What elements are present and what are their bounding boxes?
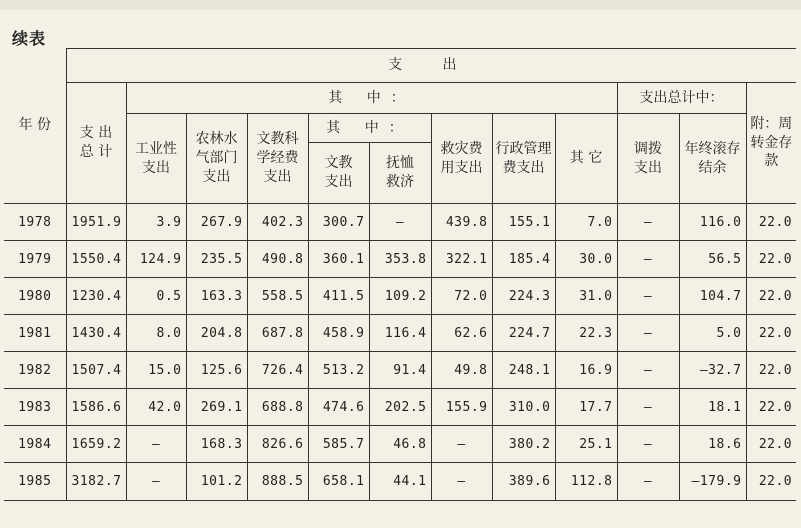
header-culture: 文教科学经费支出	[247, 114, 308, 204]
header-relief: 抚恤救济	[369, 143, 431, 204]
header-other: 其 它	[555, 114, 617, 204]
cell-admin: 380.2	[492, 426, 555, 463]
cell-other: 17.7	[555, 389, 617, 426]
cell-admin: 224.3	[492, 278, 555, 315]
cell-year: 1985	[4, 463, 66, 501]
cell-culture-edu: 411.5	[308, 278, 369, 315]
cell-culture: 688.8	[247, 389, 308, 426]
header-disaster: 救灾费用支出	[431, 114, 492, 204]
cell-admin: 310.0	[492, 389, 555, 426]
cell-industrial: 15.0	[126, 352, 186, 389]
cell-culture: 490.8	[247, 241, 308, 278]
cell-agri: 267.9	[186, 204, 247, 241]
header-culture-edu: 文教支出	[308, 143, 369, 204]
cell-transfer: —	[617, 463, 679, 501]
cell-relief: —	[369, 204, 431, 241]
cell-relief: 202.5	[369, 389, 431, 426]
cell-year-end: 18.1	[679, 389, 746, 426]
cell-admin: 155.1	[492, 204, 555, 241]
table-row	[4, 278, 796, 315]
cell-revolving: 22.0	[746, 389, 796, 426]
table-row	[4, 389, 796, 426]
header-of-which-sub: 其 中：	[308, 114, 431, 143]
cell-transfer: —	[617, 352, 679, 389]
cell-year: 1980	[4, 278, 66, 315]
cell-year-end: 56.5	[679, 241, 746, 278]
cell-total: 3182.7	[66, 463, 126, 501]
cell-industrial: 3.9	[126, 204, 186, 241]
cell-revolving: 22.0	[746, 204, 796, 241]
cell-disaster: 322.1	[431, 241, 492, 278]
cell-year-end: 5.0	[679, 315, 746, 352]
header-revolving: 附：周转金存款	[746, 83, 796, 204]
header-expenditure: 支 出	[66, 49, 796, 83]
cell-culture-edu: 360.1	[308, 241, 369, 278]
cell-total: 1951.9	[66, 204, 126, 241]
cell-transfer: —	[617, 426, 679, 463]
cell-other: 30.0	[555, 241, 617, 278]
cell-transfer: —	[617, 241, 679, 278]
cell-culture: 402.3	[247, 204, 308, 241]
header-admin: 行政管理费支出	[492, 114, 555, 204]
cell-year-end: 104.7	[679, 278, 746, 315]
cell-total: 1507.4	[66, 352, 126, 389]
cell-relief: 109.2	[369, 278, 431, 315]
cell-agri: 204.8	[186, 315, 247, 352]
cell-transfer: —	[617, 204, 679, 241]
header-year: 年 份	[4, 49, 66, 204]
table-row	[4, 426, 796, 463]
cell-year-end: —32.7	[679, 352, 746, 389]
cell-year: 1983	[4, 389, 66, 426]
cell-other: 7.0	[555, 204, 617, 241]
cell-disaster: 72.0	[431, 278, 492, 315]
cell-industrial: 42.0	[126, 389, 186, 426]
cell-revolving: 22.0	[746, 278, 796, 315]
table-row	[4, 315, 796, 352]
header-total: 支 出 总 计	[66, 83, 126, 204]
cell-transfer: —	[617, 278, 679, 315]
cell-culture: 726.4	[247, 352, 308, 389]
header-of-total: 支出总计中：	[617, 83, 746, 114]
cell-culture-edu: 658.1	[308, 463, 369, 501]
cell-other: 31.0	[555, 278, 617, 315]
cell-year: 1982	[4, 352, 66, 389]
cell-disaster: 62.6	[431, 315, 492, 352]
cell-total: 1230.4	[66, 278, 126, 315]
cell-transfer: —	[617, 315, 679, 352]
cell-year-end: 18.6	[679, 426, 746, 463]
cell-industrial: 8.0	[126, 315, 186, 352]
cell-culture-edu: 474.6	[308, 389, 369, 426]
expenditure-table	[4, 48, 796, 501]
header-agri: 农林水气部门支出	[186, 114, 247, 204]
cell-agri: 101.2	[186, 463, 247, 501]
cell-agri: 168.3	[186, 426, 247, 463]
header-industrial: 工业性支出	[126, 114, 186, 204]
cell-disaster: —	[431, 463, 492, 501]
cell-relief: 116.4	[369, 315, 431, 352]
cell-transfer: —	[617, 389, 679, 426]
cell-culture-edu: 300.7	[308, 204, 369, 241]
cell-industrial: 124.9	[126, 241, 186, 278]
cell-agri: 125.6	[186, 352, 247, 389]
cell-relief: 353.8	[369, 241, 431, 278]
cell-revolving: 22.0	[746, 241, 796, 278]
table-row	[4, 241, 796, 278]
table-body	[4, 204, 796, 501]
cell-year: 1981	[4, 315, 66, 352]
cell-culture: 826.6	[247, 426, 308, 463]
table-row	[4, 204, 796, 241]
cell-culture-edu: 585.7	[308, 426, 369, 463]
cell-agri: 269.1	[186, 389, 247, 426]
cell-disaster: 49.8	[431, 352, 492, 389]
cell-culture-edu: 513.2	[308, 352, 369, 389]
cell-revolving: 22.0	[746, 426, 796, 463]
cell-other: 22.3	[555, 315, 617, 352]
cell-admin: 389.6	[492, 463, 555, 501]
cell-relief: 46.8	[369, 426, 431, 463]
cell-revolving: 22.0	[746, 463, 796, 501]
cell-agri: 235.5	[186, 241, 247, 278]
cell-revolving: 22.0	[746, 352, 796, 389]
cell-disaster: 155.9	[431, 389, 492, 426]
cell-year: 1984	[4, 426, 66, 463]
cell-total: 1659.2	[66, 426, 126, 463]
cell-industrial: —	[126, 463, 186, 501]
cell-industrial: —	[126, 426, 186, 463]
cell-other: 25.1	[555, 426, 617, 463]
cell-culture: 687.8	[247, 315, 308, 352]
page-top-edge	[0, 0, 801, 10]
header-year-end: 年终滚存结余	[679, 114, 746, 204]
cell-culture: 888.5	[247, 463, 308, 501]
table-caption: 续表	[12, 29, 47, 48]
cell-year-end: 116.0	[679, 204, 746, 241]
cell-relief: 44.1	[369, 463, 431, 501]
cell-year: 1978	[4, 204, 66, 241]
table-row	[4, 463, 796, 501]
cell-other: 112.8	[555, 463, 617, 501]
header-of-which: 其 中：	[126, 83, 617, 114]
cell-total: 1586.6	[66, 389, 126, 426]
table-row	[4, 352, 796, 389]
cell-admin: 185.4	[492, 241, 555, 278]
cell-other: 16.9	[555, 352, 617, 389]
cell-industrial: 0.5	[126, 278, 186, 315]
cell-year-end: —179.9	[679, 463, 746, 501]
cell-admin: 248.1	[492, 352, 555, 389]
cell-agri: 163.3	[186, 278, 247, 315]
cell-total: 1550.4	[66, 241, 126, 278]
cell-relief: 91.4	[369, 352, 431, 389]
cell-revolving: 22.0	[746, 315, 796, 352]
cell-culture: 558.5	[247, 278, 308, 315]
cell-total: 1430.4	[66, 315, 126, 352]
cell-disaster: —	[431, 426, 492, 463]
cell-disaster: 439.8	[431, 204, 492, 241]
cell-culture-edu: 458.9	[308, 315, 369, 352]
header-transfer: 调拨支出	[617, 114, 679, 204]
cell-admin: 224.7	[492, 315, 555, 352]
cell-year: 1979	[4, 241, 66, 278]
